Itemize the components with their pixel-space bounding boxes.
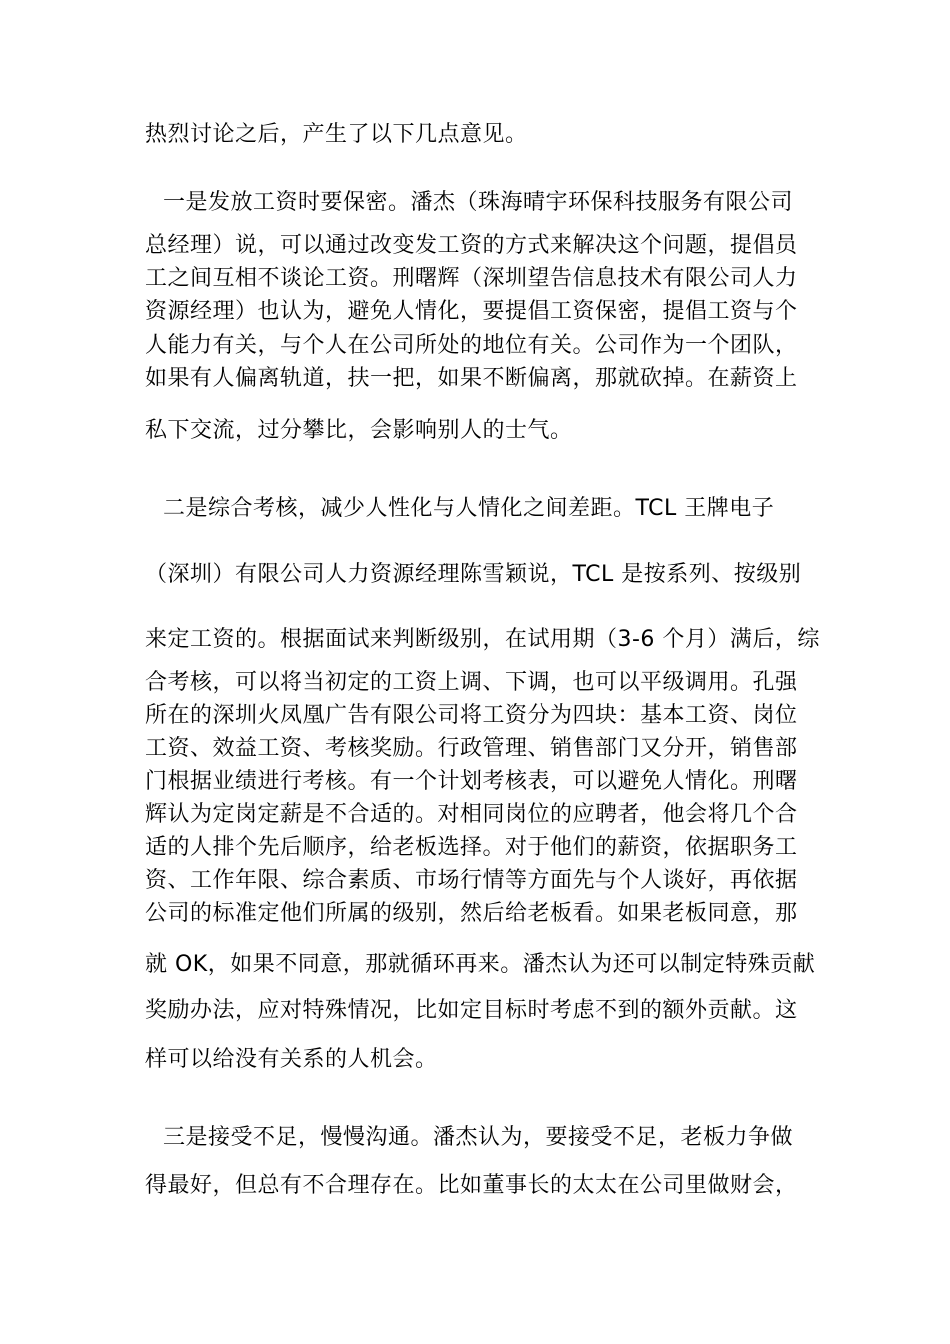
text-line: 如果有人偏离轨道，扶一把，如果不断偏离，那就砍掉。在薪资上 xyxy=(145,366,798,391)
text-line: 公司的标准定他们所属的级别，然后给老板看。如果老板同意，那 xyxy=(145,901,798,926)
text-line: 所在的深圳火凤凰广告有限公司将工资分为四块：基本工资、岗位 xyxy=(145,703,798,728)
text-line: 资源经理）也认为，避免人情化，要提倡工资保密，提倡工资与个 xyxy=(145,299,798,324)
text-line: 就 OK，如果不同意，那就循环再来。潘杰认为还可以制定特殊贡献 xyxy=(145,952,816,977)
text-line: 人能力有关，与个人在公司所处的地位有关。公司作为一个团队， xyxy=(145,333,798,358)
text-line: 资、工作年限、综合素质、市场行情等方面先与个人谈好，再依据 xyxy=(145,868,798,893)
text-line: 来定工资的。根据面试来判断级别，在试用期（3-6 个月）满后，综 xyxy=(145,627,820,652)
text-line: 适的人排个先后顺序，给老板选择。对于他们的薪资，依据职务工 xyxy=(145,835,798,860)
text-line: 门根据业绩进行考核。有一个计划考核表，可以避免人情化。刑曙 xyxy=(145,769,798,794)
text-line: 一是发放工资时要保密。潘杰（珠海晴宇环保科技服务有限公司 xyxy=(163,190,794,215)
text-line: 热烈讨论之后，产生了以下几点意见。 xyxy=(145,122,528,147)
text-line: 奖励办法，应对特殊情况，比如定目标时考虑不到的额外贡献。这 xyxy=(145,998,798,1023)
text-line: 样可以给没有关系的人机会。 xyxy=(145,1047,438,1072)
text-line: 合考核，可以将当初定的工资上调、下调，也可以平级调用。孔强 xyxy=(145,670,798,695)
text-line: 得最好，但总有不合理存在。比如董事长的太太在公司里做财会， xyxy=(145,1173,798,1198)
text-line: 辉认为定岗定薪是不合适的。对相同岗位的应聘者，他会将几个合 xyxy=(145,802,798,827)
text-line: 私下交流，过分攀比，会影响别人的士气。 xyxy=(145,418,573,443)
text-line: 总经理）说，可以通过改变发工资的方式来解决这个问题，提倡员 xyxy=(145,233,798,258)
text-line: 工资、效益工资、考核奖励。行政管理、销售部门又分开，销售部 xyxy=(145,736,798,761)
text-line: 三是接受不足，慢慢沟通。潘杰认为，要接受不足，老板力争做 xyxy=(163,1125,794,1150)
text-line: 工之间互相不谈论工资。刑曙辉（深圳望告信息技术有限公司人力 xyxy=(145,266,798,291)
text-line: 二是综合考核，减少人性化与人情化之间差距。TCL 王牌电子 xyxy=(163,496,775,521)
text-line: （深圳）有限公司人力资源经理陈雪颖说，TCL 是按系列、按级别 xyxy=(145,562,802,587)
